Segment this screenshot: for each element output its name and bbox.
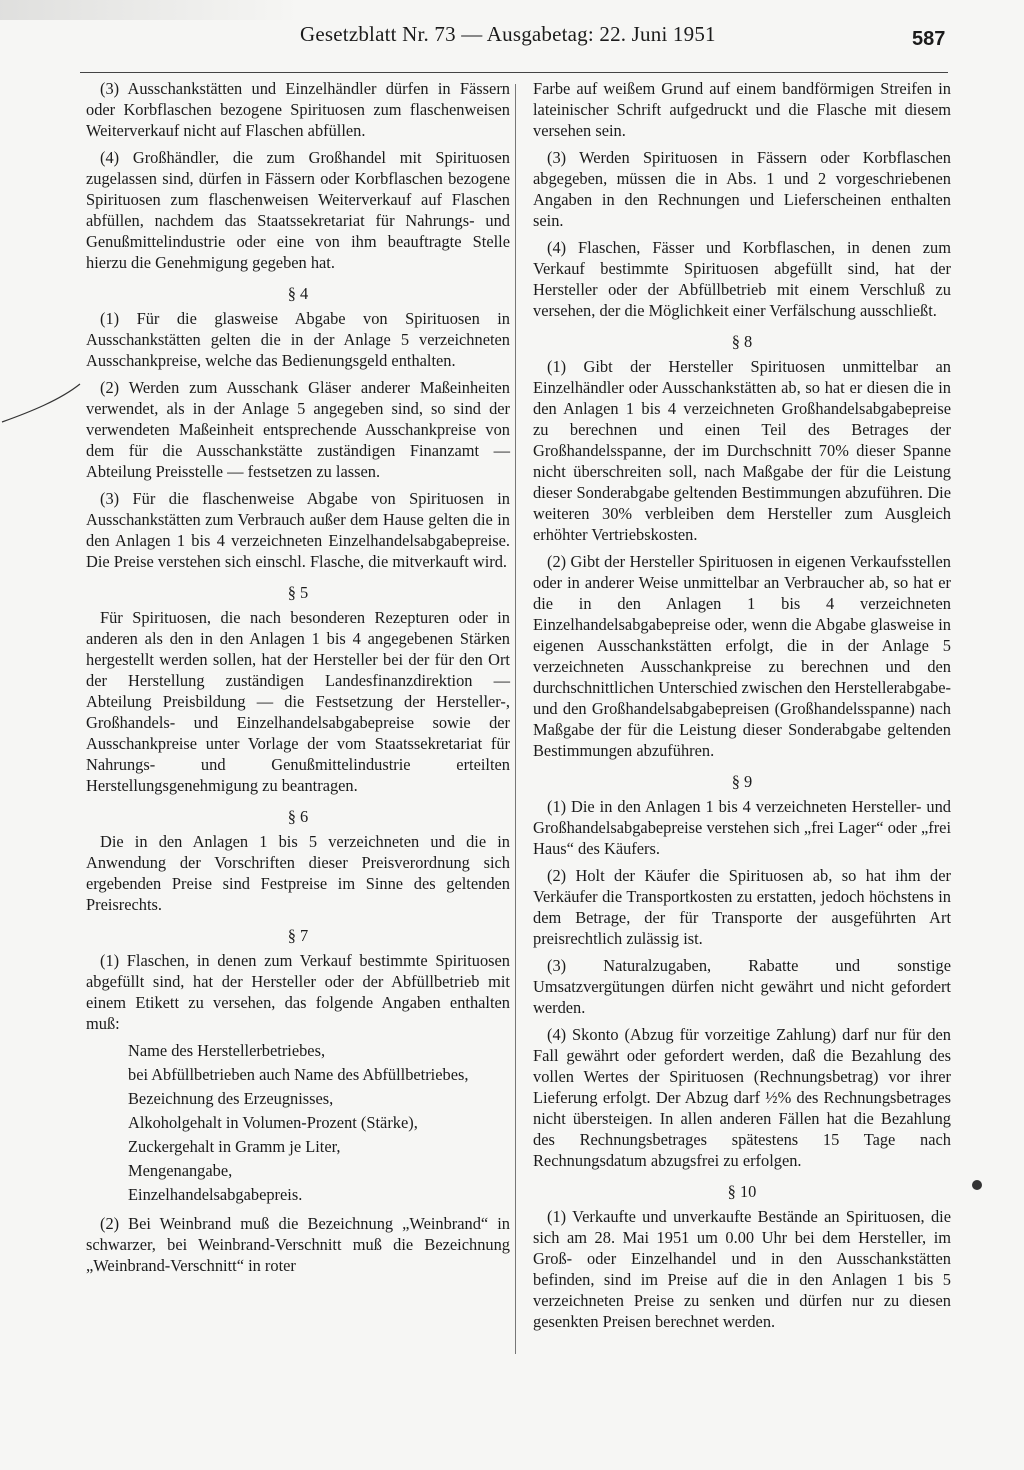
paragraph-9-1: (1) Die in den Anlagen 1 bis 4 verzeichneten Hersteller- und Großhandelsabgabepreise verstehen sich „frei Lager“ oder „frei Haus“ des Käufers. — [533, 797, 951, 858]
left-column — [86, 78, 510, 1282]
list-item: Bezeichnung des Erzeugnisses, — [128, 1089, 334, 1108]
scan-artifact — [0, 0, 300, 20]
paragraph-3-3: (3) Ausschankstätten und Einzelhändler dürfen in Fässern oder Korbflaschen bezogene Spirituosen zum flaschenweisen Weiterverkauf nicht auf Flaschen abfüllen. — [86, 79, 510, 140]
list-item: Alkoholgehalt in Volumen-Prozent (Stärke), — [128, 1113, 418, 1132]
paragraph-7-2-continued: Farbe auf weißem Grund auf einem bandförmigen Streifen in lateinischer Schrift aufgedruckt und die Flasche mit diesem versehen sein. — [533, 79, 951, 140]
paragraph-7-3: (3) Werden Spirituosen in Fässern oder Korbflaschen abgegeben, müssen die in Abs. 1 und 2 vorgeschriebenen Angaben in den Rechnungen und Lieferscheinen enthalten sein. — [533, 148, 951, 230]
paragraph-7-2: (2) Bei Weinbrand muß die Bezeichnung „Weinbrand“ in schwarzer, bei Weinbrand-Verschnitt muß die Bezeichnung „Weinbrand-Verschnitt“ in roter — [86, 1214, 510, 1275]
paragraph-9-4: (4) Skonto (Abzug für vorzeitige Zahlung) darf nur für den Fall gewährt oder gefordert werden, daß die Bezahlung des vollen Wertes der Spirituosen (Rechnungsbetrag) vor ihrer Lieferung erfolgt. Der Abzug darf ½% des Rechnungsbetrages nicht übersteigen. In allen anderen Fällen hat die Bezahlung des Rechnungsbetrages spätestens 15 Tage nach Rechnungsdatum abzugsfrei zu erfolgen. — [533, 1025, 951, 1170]
paragraph-4-2: (2) Werden zum Ausschank Gläser anderer Maßeinheiten verwendet, als in der Anlage 5 angegeben sind, so sind der verwendeten Maßeinheit entsprechende Ausschankpreise von dem für die Ausschankstätte zuständigen Finanzamt — Abteilung Preisstelle — festsetzen zu lassen. — [86, 378, 510, 481]
list-item: bei Abfüllbetrieben auch Name des Abfüllbetriebes, — [128, 1065, 469, 1084]
page-number: 587 — [912, 28, 946, 50]
paragraph-9-3: (3) Naturalzugaben, Rabatte und sonstige Umsatzvergütungen dürfen nicht gewährt und nicht gefordert werden. — [533, 956, 951, 1017]
right-column — [533, 78, 951, 1338]
list-item: Name des Herstellerbetriebes, — [128, 1041, 326, 1060]
running-title: Gesetzblatt Nr. 73 — Ausgabetag: 22. Juni 1951 — [300, 22, 716, 46]
section-heading-6: § 6 — [287, 807, 309, 826]
label-requirements-list — [128, 1040, 510, 1205]
section-heading-10: § 10 — [727, 1182, 757, 1201]
paragraph-4-3: (3) Für die flaschenweise Abgabe von Spirituosen in Ausschankstätten zum Verbrauch außer dem Hause gelten die in den Anlagen 1 bis 4 verzeichneten Einzelhandelsabgabepreise. Die Preise verstehen sich einschl. Flasche, die mitverkauft wird. — [86, 489, 510, 571]
margin-pen-mark — [0, 382, 84, 428]
list-item: Einzelhandelsabgabepreis. — [128, 1185, 303, 1204]
section-heading-8: § 8 — [731, 332, 753, 351]
section-heading-5: § 5 — [287, 583, 309, 602]
paragraph-10-1: (1) Verkaufte und unverkaufte Bestände an Spirituosen, die sich am 28. Mai 1951 um 0.00 Uhr bei dem Hersteller, im Groß- oder Einzelhandel und in den Ausschankstätten befinden, sind im Preise auf die in den Anlagen 1 bis 5 verzeichneten Preise zu senken und dürfen nur zu diesen gesenkten Preisen berechnet werden. — [533, 1207, 951, 1331]
list-item: Mengenangabe, — [128, 1161, 233, 1180]
paragraph-4-1: (1) Für die glasweise Abgabe von Spirituosen in Ausschankstätten gelten die in der Anlage 5 verzeichneten Ausschankpreise, welche das Bedienungsgeld enthalten. — [86, 309, 510, 370]
paragraph-9-2: (2) Holt der Käufer die Spirituosen ab, so hat ihm der Verkäufer die Transportkosten zu erstatten, jedoch höchstens in dem Betrage, der für Transporte der ausgeführten Art preisrechtlich zulässig ist. — [533, 866, 951, 948]
section-heading-4: § 4 — [287, 284, 309, 303]
paragraph-8-2: (2) Gibt der Hersteller Spirituosen in eigenen Verkaufsstellen oder in anderer Weise unmittelbar an Verbraucher ab, so hat er die in den Anlagen 1 bis 4 verzeichneten Einzelhandelsabgabepreise oder, wenn die Abgabe glasweise in eigenen Ausschankstätten erfolgt, die in der Anlage 5 verzeichneten Ausschankpreise zu berechnen und den durchschnittlichen Unterschied zwischen den Herstellerabgabe- und den Großhandelsabgabepreisen (Großhandelsspanne) nach Maßgabe der für die Leistung dieser Sonderabgabe geltenden Bestimmungen abzuführen. — [533, 552, 951, 760]
paragraph-5: Für Spirituosen, die nach besonderen Rezepturen oder in anderen als den in den Anlagen 1 bis 4 angegebenen Stärken hergestellt werden sollen, hat der Hersteller bei der für den Ort der Herstellung zuständigen Landesfinanzdirektion — Abteilung Preisbildung — die Festsetzung der Hersteller-, Großhandels- und Einzelhandelsabgabepreise sowie der Ausschankpreise unter Vorlage der vom Staatssekretariat für Nahrungs- und Genußmittelindustrie erteilten Herstellungsgenehmigung zu beantragen. — [86, 608, 510, 795]
header-rule — [80, 72, 948, 73]
paragraph-6: Die in den Anlagen 1 bis 5 verzeichneten und die in Anwendung der Vorschriften dieser Preisverordnung sich ergebenden Preise sind Festpreise im Sinne des geltenden Preisrechts. — [86, 832, 510, 914]
scan-speck — [972, 1180, 982, 1190]
paragraph-7-1: (1) Flaschen, in denen zum Verkauf bestimmte Spirituosen abgefüllt sind, hat der Hersteller oder der Abfüllbetrieb mit einem Etikett zu versehen, das folgende Angaben enthalten muß: — [86, 951, 510, 1033]
paragraph-8-1: (1) Gibt der Hersteller Spirituosen unmittelbar an Einzelhändler oder Ausschankstätten ab, so hat er diesen die in den Anlagen 1 bis 4 verzeichneten Großhandelsabgabepreise zu berechnen und einen Teil des Betrages der Großhandelsspanne, der im Durchschnitt 70% dieser Spanne nicht überschreiten soll, nach Maßgabe der für die Leistung dieser Sonderabgabe geltenden Bestimmungen abzuführen. Die weiteren 30% verbleiben dem Hersteller zum Ausgleich erhöhter Vertriebskosten. — [533, 357, 951, 544]
section-heading-7: § 7 — [287, 926, 309, 945]
page-header — [0, 22, 1024, 56]
paragraph-7-4: (4) Flaschen, Fässer und Korbflaschen, in denen zum Verkauf bestimmte Spirituosen abgefüllt sind, hat der Hersteller oder der Abfüllbetrieb mit einem Verschluß zu versehen, der die Möglichkeit einer Verfälschung ausschließt. — [533, 238, 951, 320]
column-divider — [515, 84, 516, 1354]
paragraph-3-4: (4) Großhändler, die zum Großhandel mit Spirituosen zugelassen sind, dürfen in Fässern oder Korbflaschen bezogene Spirituosen zum flaschenweisen Weiterverkauf auf Flaschen abfüllen, nachdem das Staatssekretariat für Nahrungs- und Genußmittelindustrie oder eine von ihm beauftragte Stelle hierzu die Genehmigung gegeben hat. — [86, 148, 510, 272]
section-heading-9: § 9 — [731, 772, 753, 791]
list-item: Zuckergehalt in Gramm je Liter, — [128, 1137, 341, 1156]
